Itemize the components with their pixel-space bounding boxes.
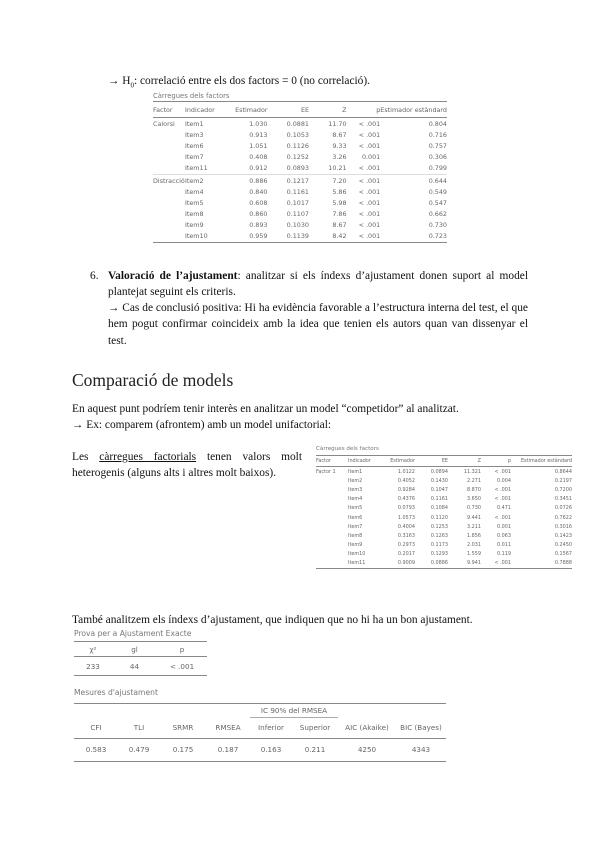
table-cell: 0.063 [496, 532, 511, 539]
col-header: gl [112, 642, 157, 657]
table-cell: 0.7888 [511, 559, 572, 569]
table-cell: 1.0122 [397, 468, 415, 475]
table-cell: 0.1161 [430, 496, 448, 503]
table3-caption: Prova per a Ajustament Exacte [74, 629, 192, 638]
table1-caption: Càrregues dels factors [153, 92, 230, 100]
table-cell: 0.4376 [397, 496, 415, 503]
table-cell: Item2 [348, 477, 363, 484]
item6-text: : analitzar si els índexs d’ajustament donen suport al model plantejat seguint els criteris. [108, 270, 528, 298]
table-cell: 0.471 [496, 505, 511, 512]
table-cell: 3.211 [466, 523, 481, 530]
table-cell: 0.011 [496, 542, 511, 549]
col-header: p [347, 102, 381, 118]
table-cell: 0.644 [428, 176, 447, 185]
table-cell: 0.2197 [554, 477, 572, 484]
table-cell: 0.912 [249, 164, 268, 173]
table-header-row [153, 102, 447, 118]
table-cell: < .001 [347, 231, 381, 243]
table-cell: 0.0726 [554, 505, 572, 512]
table-cell: 11.321 [463, 468, 481, 475]
table-cell: 44 [112, 657, 157, 676]
table-cell: 0.1430 [430, 477, 448, 484]
table-cell: 10.21 [328, 164, 347, 173]
para3-after: tenen valors molt heterogenis (alguns alts i altres molt baixos). [72, 451, 303, 479]
table-cell: 0.3163 [397, 532, 415, 539]
table-cell [316, 541, 348, 550]
table-cell: 0.716 [428, 130, 447, 139]
factor-loadings-table [153, 101, 447, 243]
table-cell: < .001 [494, 486, 511, 493]
table-row [153, 140, 447, 151]
unifactorial-loadings-table [316, 455, 572, 569]
col-header: Factor [316, 456, 348, 467]
col-header: Estimador estàndard [380, 102, 447, 118]
table-cell: 0.757 [428, 141, 447, 150]
item6-conclusion: → Cas de conclusió positiva: Hi ha evidència favorable a l’estructura interna del test, el que hem pogut confirmar coincideix amb la idea que tenien els autors quan van dissenyar el test. [108, 302, 528, 347]
table-cell: 8.42 [309, 231, 347, 243]
table-cell: < .001 [358, 176, 381, 185]
table-cell: Calorsi [153, 119, 175, 128]
table-cell: 0.1263 [430, 532, 448, 539]
table-cell: 0.2017 [397, 551, 415, 558]
table-cell: 2.031 [466, 542, 481, 549]
table-row [316, 531, 572, 540]
table-cell: 11.70 [328, 119, 347, 128]
table-cell: 0.1126 [286, 141, 310, 150]
table-cell: Factor 1 [316, 468, 336, 475]
table-row [153, 186, 447, 197]
table-cell [316, 485, 348, 494]
table-cell [316, 476, 348, 485]
col-header: Estimador [223, 102, 268, 118]
table-cell: 0.860 [249, 210, 268, 219]
table-cell: 0.479 [118, 738, 160, 761]
table-cell: 0.004 [496, 477, 511, 484]
col-header: RMSEA [206, 718, 250, 739]
section-title: Comparació de models [72, 370, 234, 390]
table-cell: 0.4004 [397, 523, 415, 530]
table-cell [153, 220, 185, 231]
table-cell [316, 504, 348, 513]
table-cell: 0.1253 [430, 523, 448, 530]
table-cell: 0.3451 [554, 496, 572, 503]
table-cell: 0.1293 [430, 551, 448, 558]
table-cell: 0.8644 [554, 468, 572, 475]
table-cell: 0.804 [428, 119, 447, 128]
table-row [316, 522, 572, 531]
table-cell: 0.893 [249, 221, 268, 230]
table-cell: 0.175 [160, 738, 206, 761]
table-cell: 0.0894 [430, 468, 448, 475]
table-cell: 1.559 [466, 551, 481, 558]
table-cell: Item5 [348, 505, 363, 512]
list-number: 6. [90, 270, 99, 282]
table-cell: 0.9284 [397, 486, 415, 493]
table-cell: < .001 [358, 187, 381, 196]
table-cell: Item9 [184, 221, 204, 230]
table-cell: Item7 [348, 523, 363, 530]
table-cell: 0.730 [428, 221, 447, 230]
table-cell [316, 495, 348, 504]
table-cell: < .001 [494, 514, 511, 521]
table-cell: 0.583 [74, 738, 118, 761]
col-header: SRMR [160, 718, 206, 739]
table-cell: 0.799 [428, 164, 447, 173]
table-cell: < .001 [358, 119, 381, 128]
table-cell: 0.1161 [286, 187, 310, 196]
table-cell: Item8 [184, 210, 204, 219]
rmsea-ci-header: IC 90% del RMSEA [250, 704, 338, 718]
table-cell: Item3 [348, 486, 363, 493]
table-cell: 9.33 [332, 141, 347, 150]
table-row [153, 118, 447, 130]
table-cell [153, 140, 185, 151]
col-header: AIC (Akaike) [338, 718, 396, 739]
table-cell: 0.001 [361, 153, 381, 162]
table-cell: < .001 [494, 468, 511, 475]
table-row [153, 152, 447, 163]
col-header: CFI [74, 718, 118, 739]
table-row [74, 657, 207, 676]
table-cell: 0.187 [206, 738, 250, 761]
hypothesis-line [108, 73, 370, 93]
col-header: TLI [118, 718, 160, 739]
table-cell: 0.1047 [430, 486, 448, 493]
table-cell [153, 209, 185, 220]
table-cell: 0.547 [428, 198, 447, 207]
table-cell: 0.549 [428, 187, 447, 196]
table-group-header [74, 704, 446, 718]
table-cell: 0.1567 [554, 551, 572, 558]
table-cell: 0.119 [496, 551, 511, 558]
table-cell: 4250 [338, 738, 396, 761]
table-row [153, 209, 447, 220]
table-row [316, 504, 572, 513]
table-cell: < .001 [358, 141, 381, 150]
table-cell: Item11 [348, 559, 382, 569]
table-cell: 0.0793 [397, 505, 415, 512]
paragraph: → Ex: comparem (afrontem) amb un model unifactorial: [72, 419, 332, 431]
col-header: EE [267, 102, 309, 118]
table-row [153, 220, 447, 231]
h-symbol: H [122, 75, 131, 87]
table-cell: < .001 [358, 198, 381, 207]
list-item-6 [108, 268, 528, 300]
table-cell: Item6 [184, 141, 204, 150]
table-cell: 0.886 [249, 176, 268, 185]
table-cell: 233 [74, 657, 112, 676]
table-cell: < .001 [157, 657, 207, 676]
table-cell: 2.271 [466, 477, 481, 484]
table-cell: Item5 [184, 198, 204, 207]
table-cell: 0.1017 [286, 198, 310, 207]
fit-measures-table [74, 703, 446, 762]
item6-title: Valoració de l’ajustament [108, 270, 238, 282]
table2-caption: Càrregues dels factors [316, 446, 379, 452]
h-subscript: 0 [130, 81, 134, 90]
col-header: p [157, 642, 207, 657]
table-cell: 0.662 [428, 210, 447, 219]
table-cell: 8.67 [332, 130, 347, 139]
exact-fit-table [74, 641, 207, 676]
col-header: χ² [74, 642, 112, 657]
table-cell: 0.1139 [267, 231, 309, 243]
col-header: Estimador estàndard [511, 456, 572, 467]
table-row [316, 485, 572, 494]
table-cell: 9.941 [448, 559, 481, 569]
table-cell: Item4 [348, 496, 363, 503]
table-cell: 7.20 [332, 176, 347, 185]
table-cell [316, 531, 348, 540]
table-cell: 0.1423 [554, 532, 572, 539]
table-cell [316, 559, 348, 569]
table-cell [153, 231, 185, 243]
table-cell: 0.1084 [430, 505, 448, 512]
table-row [316, 476, 572, 485]
table-cell: 0.7200 [554, 486, 572, 493]
table-header-row [74, 718, 446, 739]
table-cell: 0.1030 [286, 221, 310, 230]
table-cell [153, 186, 185, 197]
table-cell: 0.840 [249, 187, 268, 196]
table-cell: < .001 [481, 559, 511, 569]
table-cell: 0.959 [223, 231, 268, 243]
table-cell: 0.7622 [554, 514, 572, 521]
table-row [153, 163, 447, 175]
table-cell: 8.870 [466, 486, 481, 493]
table-row [316, 559, 572, 569]
col-header: EE [415, 456, 448, 467]
paragraph: També analitzem els índexs d’ajustament, que indiquen que no hi ha un bon ajustament. [72, 614, 473, 626]
col-header: Indicador [348, 456, 382, 467]
hypothesis-text: : correlació entre els dos factors = 0 (no correlació). [133, 75, 371, 87]
table-cell: Item4 [184, 187, 204, 196]
col-header: p [481, 456, 511, 467]
table-cell [153, 163, 185, 175]
table-cell: 4343 [396, 738, 446, 761]
table-cell: 0.211 [292, 738, 338, 761]
col-header: Inferior [250, 718, 292, 739]
table-cell: Item1 [348, 468, 363, 475]
table-cell: 0.913 [249, 130, 268, 139]
table-cell: 0.163 [250, 738, 292, 761]
table-cell: Item2 [184, 176, 204, 185]
table-row [316, 550, 572, 559]
col-header: Factor [153, 102, 185, 118]
table-cell: Item9 [348, 542, 363, 549]
table-cell: 0.730 [466, 505, 481, 512]
table-cell: 1.0573 [397, 514, 415, 521]
table-cell: < .001 [358, 164, 381, 173]
table-cell: 0.723 [380, 231, 447, 243]
table-header-row [316, 456, 572, 467]
table-cell [316, 522, 348, 531]
table-cell: 0.0881 [286, 119, 310, 128]
table-cell: 0.306 [428, 153, 447, 162]
table-cell [316, 550, 348, 559]
table-cell: < .001 [358, 130, 381, 139]
table-cell: < .001 [358, 221, 381, 230]
table-row [153, 231, 447, 243]
table-cell: 0.1107 [286, 210, 310, 219]
paragraph: En aquest punt podríem tenir interès en analitzar un model “competidor” al analitzat. [72, 403, 459, 415]
table-cell: 0.1120 [430, 514, 448, 521]
arrow-icon: → [108, 75, 123, 87]
table-cell: 0.001 [496, 523, 511, 530]
table-cell: < .001 [358, 210, 381, 219]
table-cell: 0.2973 [397, 542, 415, 549]
table-cell: Item8 [348, 532, 363, 539]
table-row [316, 467, 572, 477]
paragraph [72, 449, 302, 481]
table-cell: 0.1217 [286, 176, 310, 185]
table-cell: Item3 [184, 130, 204, 139]
table-row [153, 197, 447, 208]
table-row [316, 541, 572, 550]
table-cell: 0.2450 [554, 542, 572, 549]
table-cell: 0.1053 [286, 130, 310, 139]
table-cell: 0.408 [249, 153, 268, 162]
table-row [153, 129, 447, 140]
table-cell [153, 129, 185, 140]
table-row [316, 513, 572, 522]
table-cell: 1.856 [466, 532, 481, 539]
table-cell [316, 513, 348, 522]
table-cell: 5.98 [332, 198, 347, 207]
table-cell [153, 152, 185, 163]
col-header: Z [309, 102, 347, 118]
table-cell: Distracció [153, 176, 185, 185]
table4-caption: Mesures d'ajustament [74, 688, 158, 697]
table-cell: 0.1252 [286, 153, 310, 162]
table-row [153, 174, 447, 186]
table-cell: 0.3016 [554, 523, 572, 530]
col-header: Z [448, 456, 481, 467]
table-cell: Item10 [348, 551, 366, 558]
table-row [316, 495, 572, 504]
table-cell: 0.1173 [430, 542, 448, 549]
table-cell: Item6 [348, 514, 363, 521]
table-cell: Item7 [184, 153, 204, 162]
table-cell: 3.650 [466, 496, 481, 503]
table-cell: 0.9009 [382, 559, 415, 569]
table-cell: 7.86 [332, 210, 347, 219]
col-header: Estimador [382, 456, 415, 467]
table-cell: 1.030 [249, 119, 268, 128]
table-cell: 0.608 [249, 198, 268, 207]
table-cell: 0.0893 [286, 164, 310, 173]
loadings-link[interactable]: càrregues factorials [99, 451, 197, 463]
table-cell: 0.0886 [415, 559, 448, 569]
table-cell: < .001 [494, 496, 511, 503]
table-cell: Item10 [185, 231, 223, 243]
table-cell: 0.4052 [397, 477, 415, 484]
table-cell: 3.26 [332, 153, 347, 162]
col-header: Superior [292, 718, 338, 739]
table-cell: 1.051 [249, 141, 268, 150]
table-cell: 8.67 [332, 221, 347, 230]
table-row [74, 738, 446, 761]
col-header: Indicador [185, 102, 223, 118]
table-cell: Item11 [184, 164, 208, 173]
table-cell: Item1 [184, 119, 204, 128]
table-cell: 5.86 [332, 187, 347, 196]
para3-before: Les [72, 451, 100, 463]
table-header-row [74, 642, 207, 657]
table-cell [153, 197, 185, 208]
table-cell: 9.441 [466, 514, 481, 521]
col-header: BIC (Bayes) [396, 718, 446, 739]
